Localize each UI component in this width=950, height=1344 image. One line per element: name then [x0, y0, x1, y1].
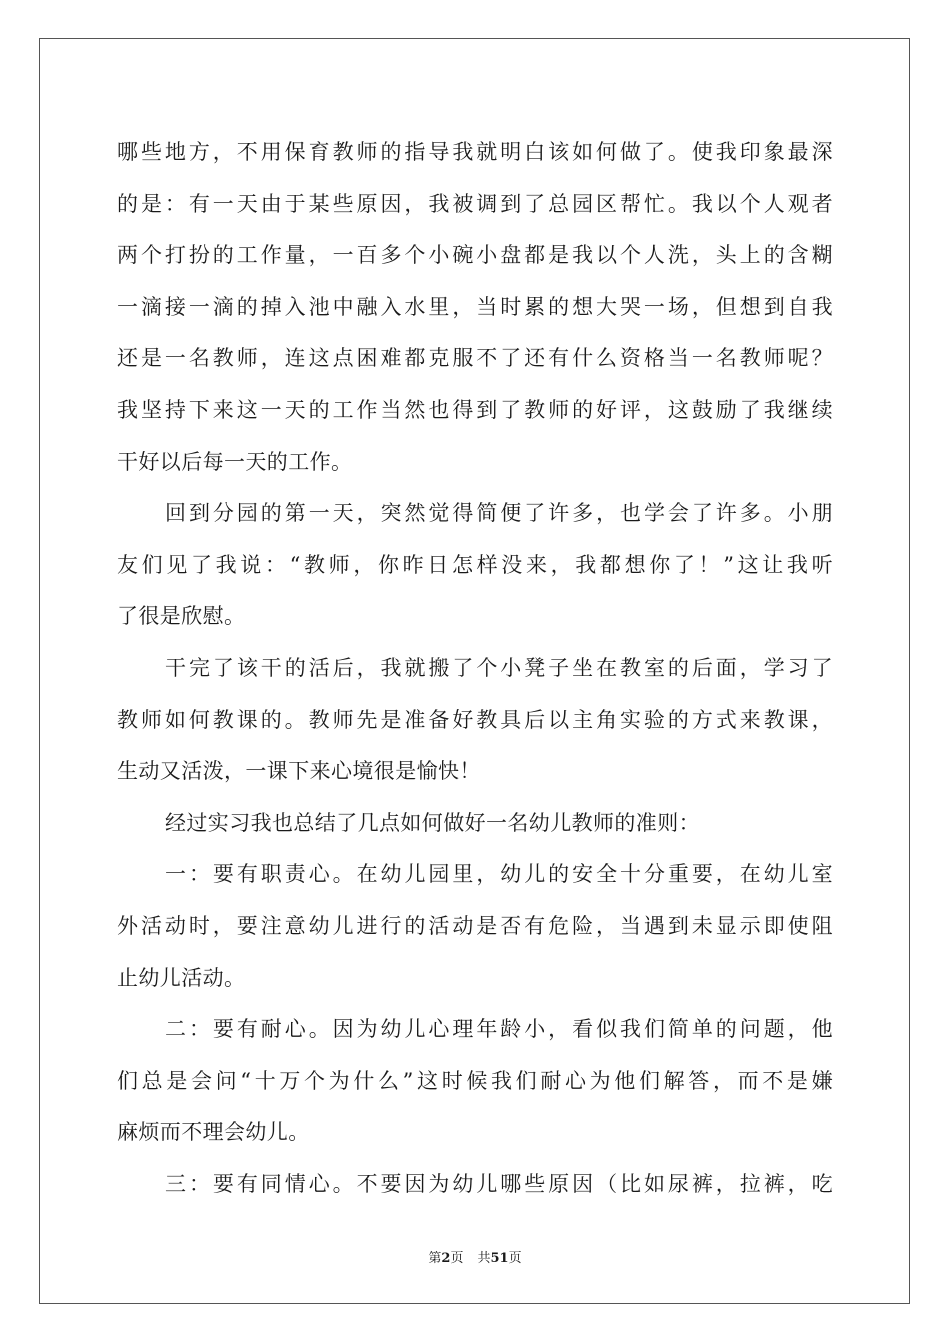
- footer-page-prefix: 第: [428, 1251, 442, 1266]
- text-line: 止幼儿活动。: [117, 965, 246, 990]
- text-line: 的是：有一天由于某些原因，我被调到了总园区帮忙。我以个人观者: [117, 191, 833, 216]
- text-line: 外活动时，要注意幼儿进行的活动是否有危险，当遇到未显示即使阻: [117, 913, 833, 938]
- text-line: 哪些地方，不用保育教师的指导我就明白该如何做了。使我印象最深: [117, 140, 833, 164]
- paragraph-start-line: 回到分园的第一天，突然觉得简便了许多，也学会了许多。小朋: [165, 501, 833, 526]
- text-line: 友们见了我说：“教师，你昨日怎样没来，我都想你了！”这让我听: [117, 552, 833, 577]
- footer-total-unit: 页: [508, 1251, 522, 1266]
- text-line: 一滴接一滴的掉入池中融入水里，当时累的想大哭一场，但想到自我: [117, 294, 833, 319]
- text-line: 麻烦而不理会幼儿。: [117, 1120, 310, 1145]
- text-line: 教师如何教课的。教师先是准备好教具后以主角实验的方式来教课，: [117, 707, 833, 732]
- paragraph-start-line: 经过实习我也总结了几点如何做好一名幼儿教师的准则：: [165, 810, 700, 835]
- paragraph-start-line: 三：要有同情心。不要因为幼儿哪些原因（比如尿裤，拉裤，吃: [165, 1171, 833, 1196]
- document-body: [117, 127, 833, 1210]
- footer-page-number: 2: [441, 1251, 451, 1266]
- text-line: 我坚持下来这一天的工作当然也得到了教师的好评，这鼓励了我继续: [117, 397, 833, 422]
- footer-total-prefix: 共: [477, 1251, 491, 1266]
- text-line: 生动又活泼，一课下来心境很是愉快！: [117, 759, 481, 784]
- paragraph-start-line: 二：要有耐心。因为幼儿心理年龄小，看似我们简单的问题，他: [165, 1017, 833, 1042]
- footer-page-unit: 页: [450, 1251, 464, 1266]
- text-line: 还是一名教师，连这点困难都克服不了还有什么资格当一名教师呢？: [117, 346, 833, 371]
- text-line: 了很是欣慰。: [117, 604, 246, 629]
- paragraph-start-line: 干完了该干的活后，我就搬了个小凳子坐在教室的后面，学习了: [165, 655, 833, 680]
- page-footer: [0, 1247, 950, 1266]
- text-line: 干好以后每一天的工作。: [117, 449, 353, 474]
- text-line: 们总是会问“十万个为什么”这时候我们耐心为他们解答，而不是嫌: [117, 1068, 833, 1093]
- paragraph-start-line: 一：要有职责心。在幼儿园里，幼儿的安全十分重要，在幼儿室: [165, 862, 833, 887]
- footer-total-pages: 51: [490, 1251, 509, 1266]
- text-line: 两个打扮的工作量，一百多个小碗小盘都是我以个人洗，头上的含糊: [117, 243, 833, 268]
